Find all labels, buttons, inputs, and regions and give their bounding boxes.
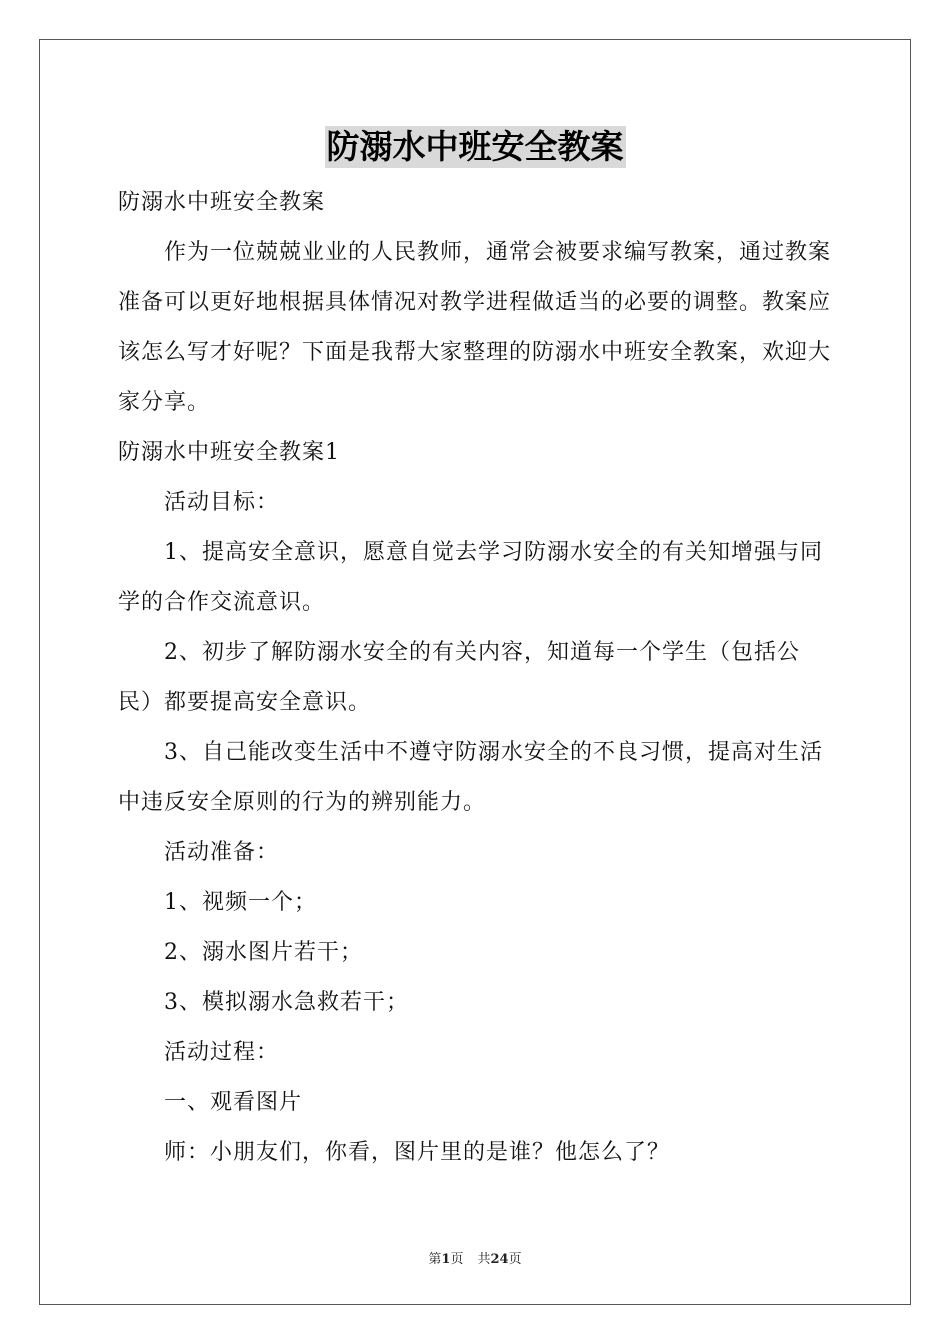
paragraph: 防溺水中班安全教案	[118, 190, 326, 215]
paragraph: 3、模拟溺水急救若干；	[164, 990, 409, 1015]
page-footer	[0, 1248, 950, 1267]
paragraph: 1、提高安全意识，愿意自觉去学习防溺水安全的有关知增强与同学的合作交流意识。	[118, 540, 823, 615]
document-title: 防溺水中班安全教案	[326, 127, 624, 166]
document-body	[118, 178, 834, 1178]
paragraph: 师：小朋友们，你看，图片里的是谁？他怎么了？	[164, 1140, 671, 1165]
paragraph: 3、自己能改变生活中不遵守防溺水安全的不良习惯，提高对生活中违反安全原则的行为的辨别能力。	[118, 740, 823, 815]
paragraph: 活动目标：	[164, 490, 280, 515]
paragraph: 2、溺水图片若干；	[164, 940, 363, 965]
paragraph: 防溺水中班安全教案1	[118, 440, 340, 465]
paragraph: 活动准备：	[164, 840, 280, 865]
paragraph: 2、初步了解防溺水安全的有关内容，知道每一个学生（包括公民）都要提高安全意识。	[118, 640, 800, 715]
title-wrap	[0, 126, 950, 168]
paragraph: 活动过程：	[164, 1040, 280, 1065]
page-total: 24	[490, 1252, 509, 1267]
page-current: 1	[441, 1252, 451, 1267]
paragraph: 一、观看图片	[164, 1090, 303, 1115]
total-suffix: 页	[508, 1252, 522, 1267]
paragraph: 作为一位兢兢业业的人民教师，通常会被要求编写教案，通过教案准备可以更好地根据具体情况对教学进程做适当的必要的调整。教案应该怎么写才好呢？下面是我帮大家整理的防溺水中班安全教案，欢迎大家分享。	[118, 240, 832, 415]
paragraph: 1、视频一个；	[164, 890, 317, 915]
page-prefix: 第	[428, 1252, 442, 1267]
page-suffix: 页	[450, 1252, 464, 1267]
total-prefix: 共	[477, 1252, 491, 1267]
